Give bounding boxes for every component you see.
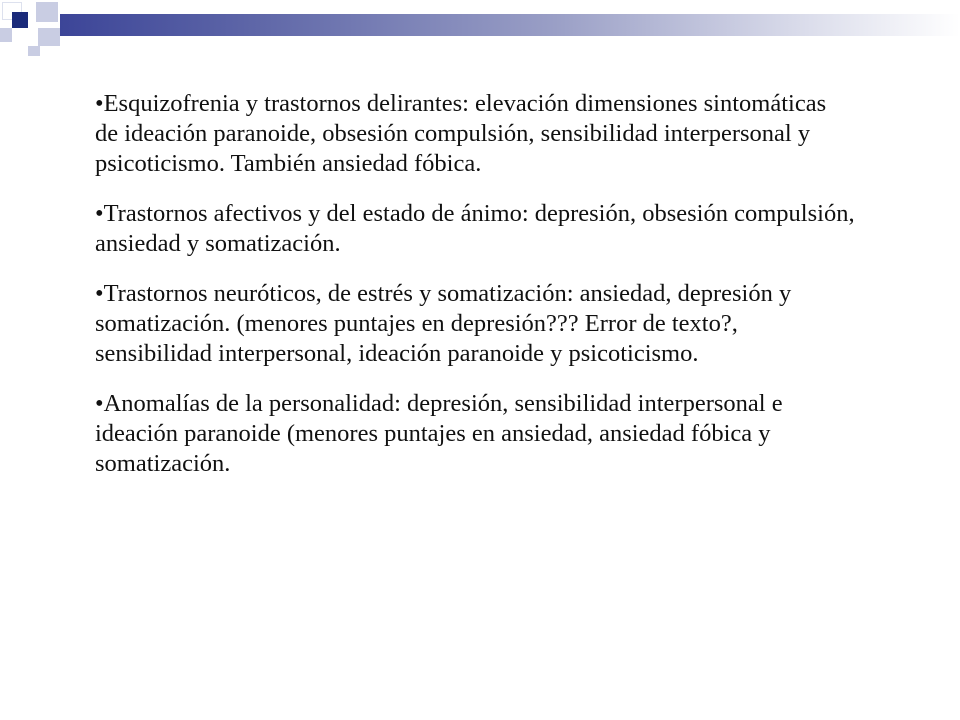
bullet-text: Trastornos afectivos y del estado de ánimo: depresión, obsesión compulsión, ansiedad y somatización. [95,200,855,257]
slide-body [95,89,855,499]
bullet-text: Anomalías de la personalidad: depresión, sensibilidad interpersonal e ideación paranoide (menores puntajes en ansiedad, ansiedad fóbica y somatización. [95,390,783,477]
decor-square [0,28,12,42]
bullet-text: Trastornos neuróticos, de estrés y somatización: ansiedad, depresión y somatización. (menores puntajes en depresión??? Error de texto?, sensibilidad interpersonal, ideación paranoide y psicoticismo. [95,280,792,367]
bullet-item [95,199,855,259]
bullet-item [95,279,855,369]
decor-square [36,2,58,22]
slide-header-decoration [0,0,960,60]
decor-square [28,46,40,56]
bullet-item [95,89,855,179]
bullet-symbol: • [95,390,104,417]
bullet-text: Esquizofrenia y trastornos delirantes: elevación dimensiones sintomáticas de ideación paranoide, obsesión compulsión, sensibilidad interpersonal y psicoticismo. También ansiedad fóbica. [95,90,827,177]
bullet-symbol: • [95,200,104,227]
bullet-item [95,389,855,479]
header-gradient-bar [60,14,960,36]
bullet-symbol: • [95,90,104,117]
decor-square-dark [12,12,28,28]
bullet-symbol: • [95,280,104,307]
decor-square [38,28,60,46]
